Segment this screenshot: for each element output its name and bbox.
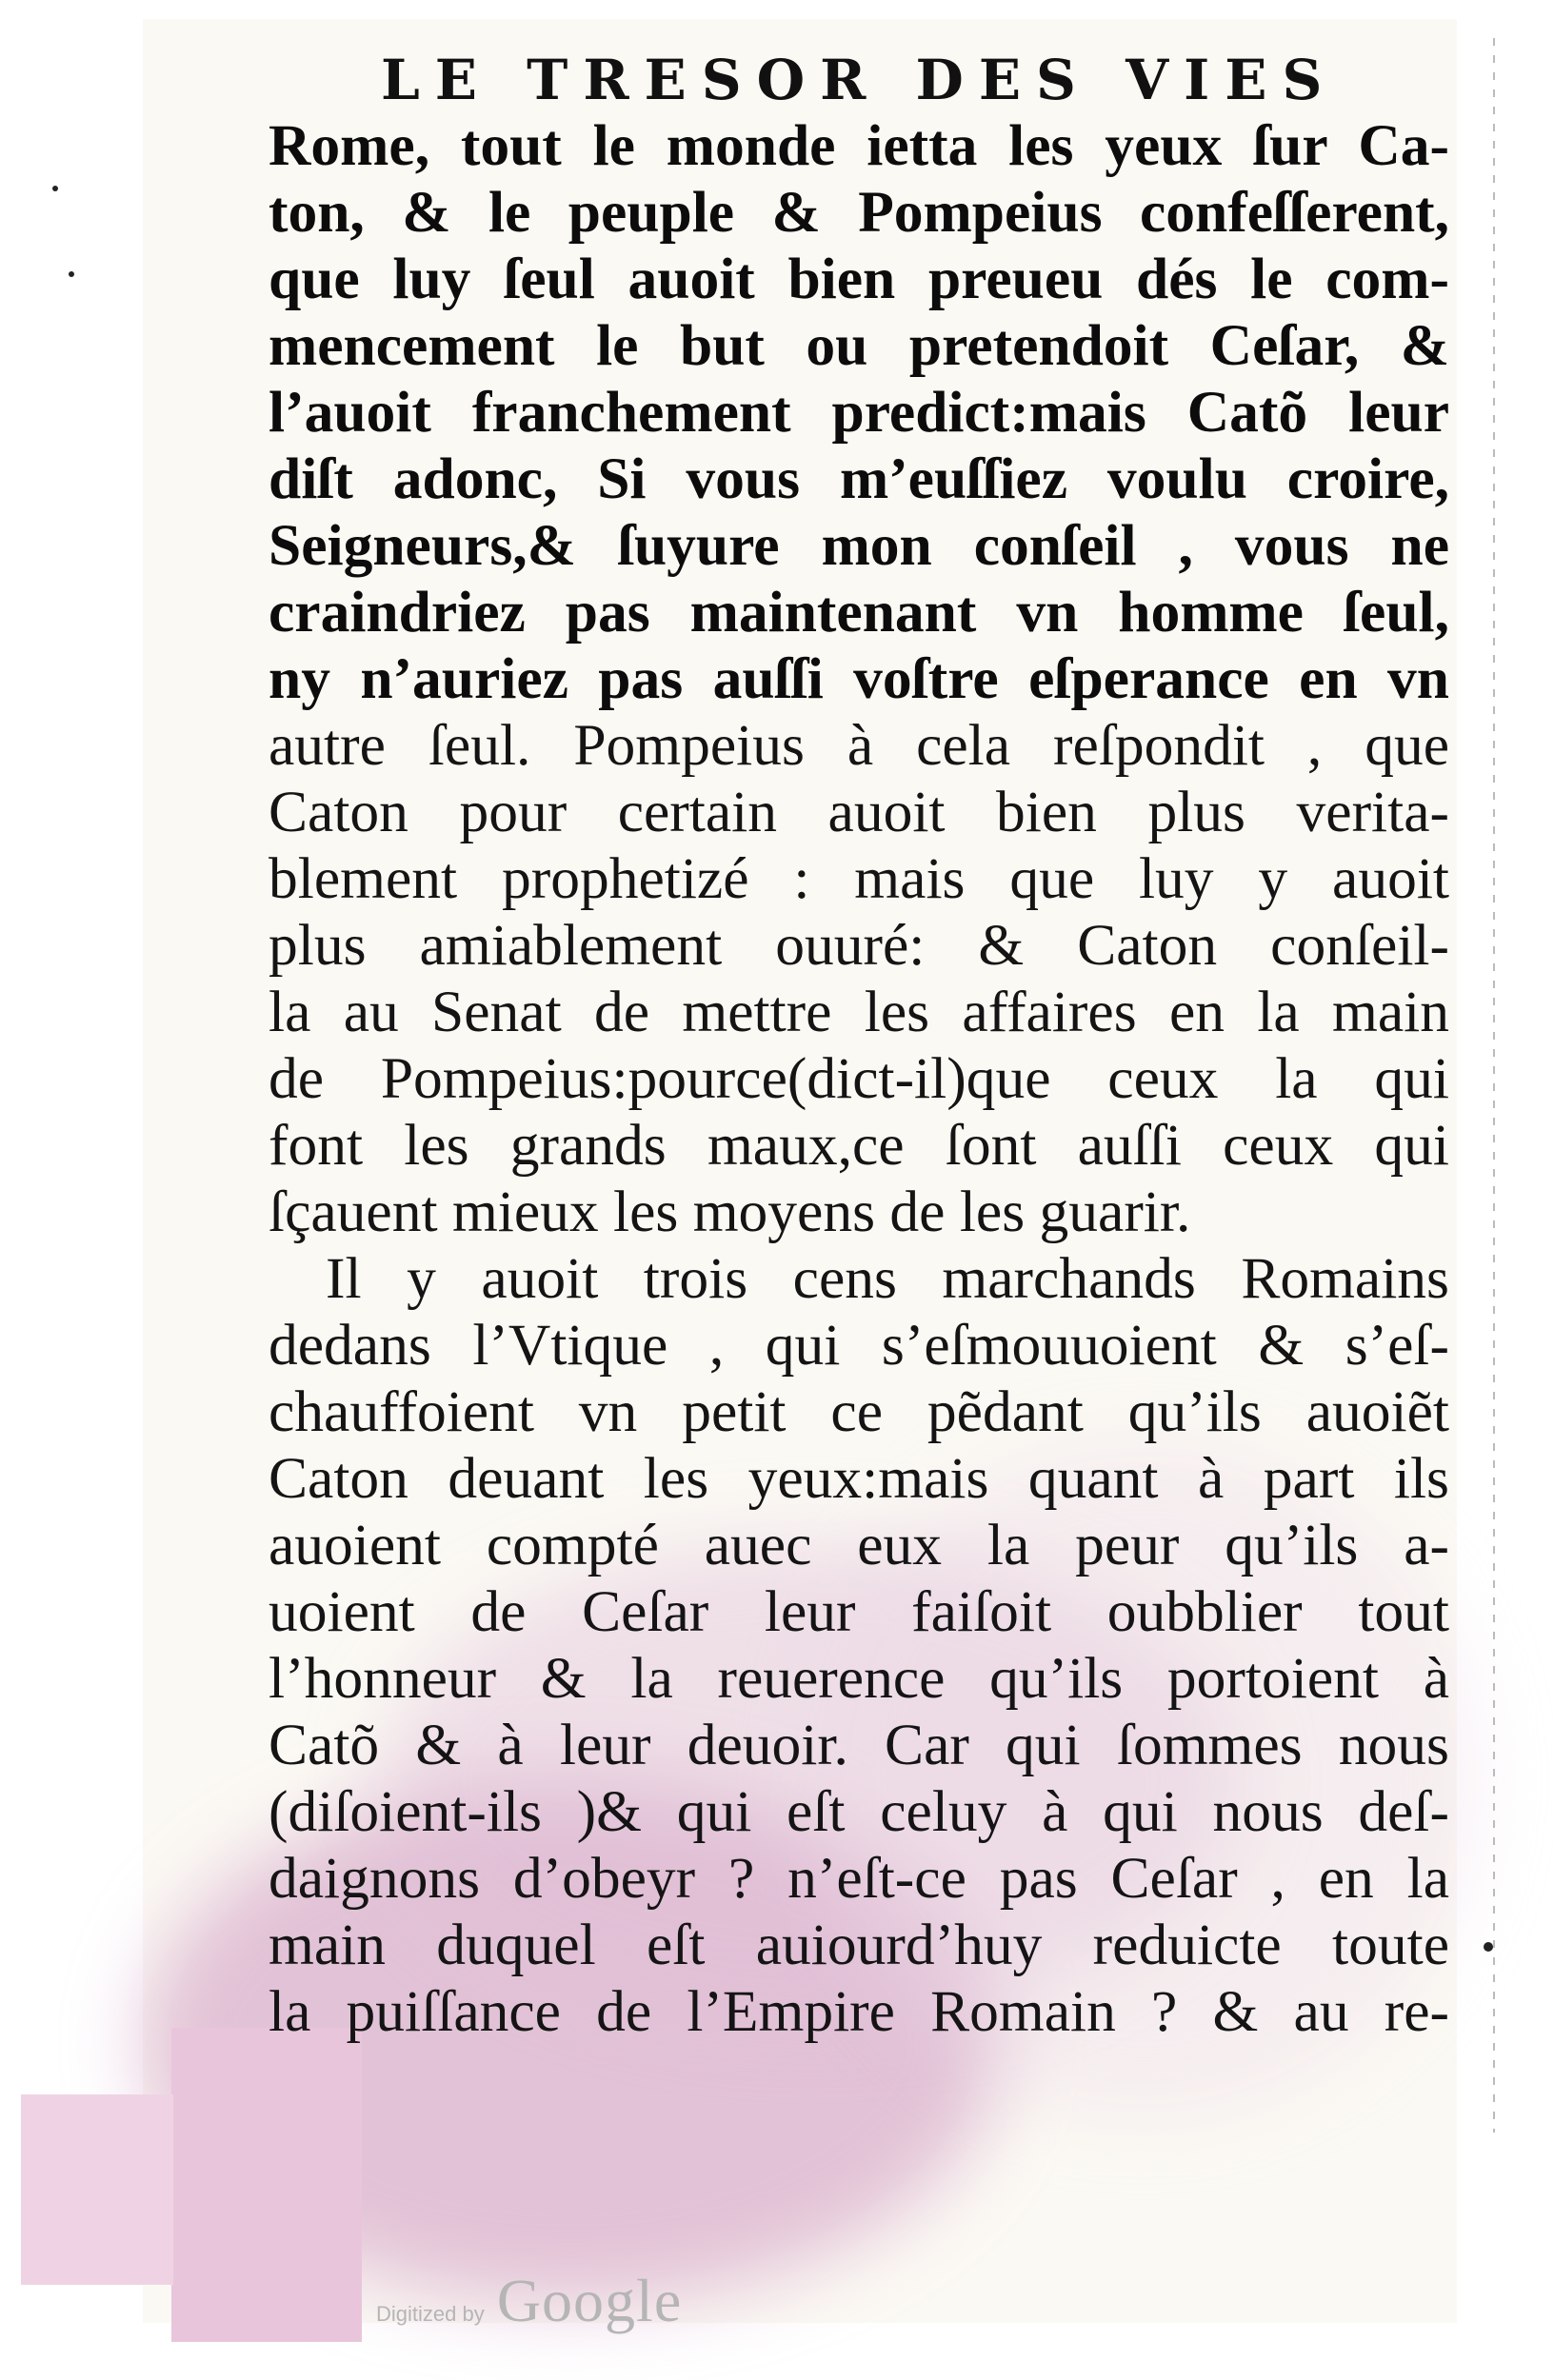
text-line: ton, & le peuple & Pompeius confeſſerent,	[269, 180, 1449, 245]
text-line: que luy ſeul auoit bien preueu dés le com-	[269, 247, 1449, 311]
digitized-watermark	[376, 2266, 682, 2336]
text-line: daignons d’obeyr ? n’eſt-ce pas Ceſar , en la	[269, 1846, 1449, 1911]
scan-artifact	[171, 2028, 362, 2342]
ink-speck	[1484, 1942, 1493, 1952]
text-line: dedans l’Vtique , qui s’eſmouuoient & s’eſ-	[269, 1313, 1449, 1378]
text-line: Caton pour certain auoit bien plus verita-	[269, 780, 1449, 844]
watermark-prefix: Digitized by	[376, 2302, 485, 2326]
text-line: diſt adonc, Si vous m’euſſiez voulu croire,	[269, 446, 1449, 511]
text-line: ny n’auriez pas auſſi voſtre eſperance en vn	[269, 646, 1449, 711]
text-line: Il y auoit trois cens marchands Romains	[326, 1246, 1449, 1311]
text-line: uoient de Ceſar leur faiſoit oubblier tout	[269, 1579, 1449, 1644]
body-text	[269, 112, 1449, 2045]
text-line: Seigneurs,& ſuyure mon conſeil , vous ne	[269, 513, 1449, 578]
text-line: de Pompeius:pource(dict-il)que ceux la qui	[269, 1046, 1449, 1111]
text-line: blement prophetizé : mais que luy y auoit	[269, 846, 1449, 911]
page-edge	[1493, 38, 1495, 2132]
ink-speck	[69, 271, 74, 277]
text-line: autre ſeul. Pompeius à cela reſpondit , que	[269, 713, 1449, 778]
text-line: (diſoient-ils )& qui eſt celuy à qui nous deſ-	[269, 1779, 1449, 1844]
text-line: la puiſſance de l’Empire Romain ? & au re-	[269, 1979, 1449, 2044]
text-line: la au Senat de mettre les affaires en la main	[269, 980, 1449, 1044]
text-line: ſçauent mieux les moyens de les guarir.	[269, 1180, 1191, 1244]
watermark-brand: Google	[496, 2267, 683, 2334]
text-line: auoient compté auec eux la peur qu’ils a-	[269, 1513, 1449, 1577]
text-line: main duquel eſt auiourd’huy reduicte toute	[269, 1913, 1449, 1977]
text-line: Catõ & à leur deuoir. Car qui ſommes nous	[269, 1713, 1449, 1777]
text-line: Caton deuant les yeux:mais quant à part ils	[269, 1446, 1449, 1511]
running-header: LE TRESOR DES VIES	[381, 48, 1338, 112]
text-line: font les grands maux,ce ſont auſſi ceux qui	[269, 1113, 1449, 1178]
text-line: mencement le but ou pretendoit Ceſar, &	[269, 313, 1449, 378]
text-line: chauffoient vn petit ce pẽdant qu’ils auoiẽt	[269, 1379, 1449, 1444]
text-line: plus amiablement ouuré: & Caton conſeil-	[269, 913, 1449, 978]
scan-artifact	[21, 2094, 173, 2285]
ink-speck	[52, 186, 58, 191]
text-line: l’auoit franchement predict:mais Catõ leur	[269, 380, 1449, 445]
text-line: l’honneur & la reuerence qu’ils portoient à	[269, 1646, 1449, 1711]
text-line: craindriez pas maintenant vn homme ſeul,	[269, 580, 1449, 645]
text-line: Rome, tout le monde ietta les yeux ſur Ca-	[269, 113, 1449, 178]
